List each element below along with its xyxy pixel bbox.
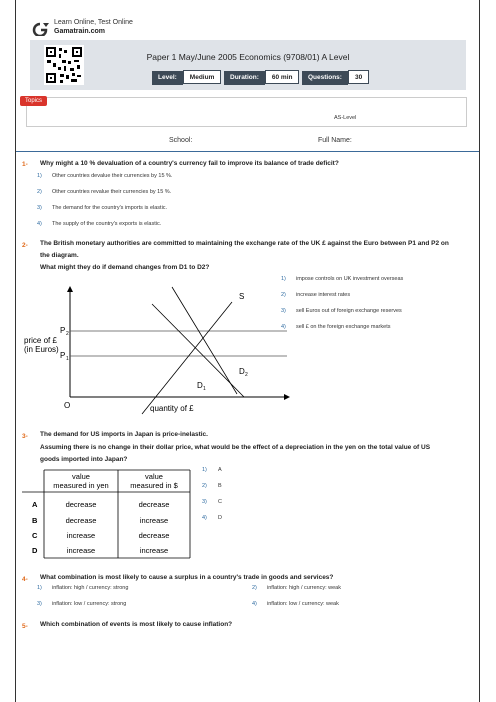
option-number[interactable]: 1) — [281, 276, 286, 282]
option-number[interactable]: 4) — [252, 601, 257, 607]
duration-label: Duration: — [224, 71, 265, 85]
question-number: 5- — [22, 623, 28, 630]
option-number[interactable]: 3) — [281, 308, 286, 314]
brand-tagline: Learn Online, Test Online — [54, 19, 133, 26]
p1-label: P — [60, 351, 66, 360]
options-table — [22, 468, 192, 560]
level-value: Medium — [183, 70, 222, 84]
option-text[interactable]: sell £ on the foreign exchange markets — [296, 324, 391, 330]
table-header: value — [72, 472, 90, 481]
questions-value: 30 — [348, 70, 369, 84]
demand-curve-d2 — [172, 287, 237, 394]
option-number[interactable]: 4) — [202, 515, 207, 521]
supply-label: S — [239, 292, 245, 301]
p2-label: P — [60, 326, 66, 335]
question-text-line1: The British monetary authorities are committed to maintaining the exchange rate of the UK £ against the Euro between P1 and P2 on — [40, 240, 449, 247]
topics-box — [26, 97, 467, 127]
y-axis-arrow-icon — [67, 286, 73, 292]
option-number[interactable]: 1) — [202, 467, 207, 473]
question-text-line2: Assuming there is no change in their dollar price, what would be the effect of a depreciation in the yen on the total value of US — [40, 444, 431, 451]
option-text[interactable]: increase interest rates — [296, 292, 351, 298]
question-text: Which combination of events is most likely to cause inflation? — [40, 621, 233, 628]
table-row-label: D — [32, 546, 38, 555]
table-cell: increase — [66, 531, 96, 540]
table-header: measured in yen — [53, 481, 109, 490]
exchange-rate-diagram — [22, 282, 292, 422]
x-axis-arrow-icon — [284, 394, 290, 400]
question-text-line2: the diagram. — [40, 252, 79, 259]
paper-title: Paper 1 May/June 2005 Economics (9708/01) A Level — [146, 52, 350, 62]
topics-tag[interactable]: Topics — [20, 96, 47, 106]
option-text[interactable]: impose controls on UK investment overseas — [296, 276, 404, 282]
question-text: What combination is most likely to cause a surplus in a country's trade in goods and services? — [40, 574, 334, 581]
table-header: measured in $ — [130, 481, 178, 490]
option-number[interactable]: 2) — [202, 483, 207, 489]
option-text[interactable]: The demand for the country's imports is elastic. — [52, 205, 168, 211]
level-label: Level: — [152, 71, 183, 85]
table-cell: decrease — [65, 500, 97, 509]
option-text[interactable]: sell Euros out of foreign exchange reserves — [296, 308, 402, 314]
d2-subscript: 2 — [245, 372, 248, 378]
option-text[interactable]: inflation: high / currency: strong — [52, 585, 129, 591]
qr-code-icon — [44, 45, 84, 85]
table-cell: decrease — [138, 500, 170, 509]
y-axis-label: price of £ — [24, 336, 57, 345]
option-number[interactable]: 2) — [252, 585, 257, 591]
question-number: 4- — [22, 576, 28, 583]
brand-site[interactable]: Gamatrain.com — [54, 28, 105, 35]
p2-subscript: 2 — [66, 331, 69, 337]
option-number[interactable]: 3) — [37, 601, 42, 607]
origin-label: O — [64, 401, 71, 410]
option-number[interactable]: 3) — [37, 205, 42, 211]
table-row-label: A — [32, 500, 38, 509]
question-number: 1- — [22, 161, 28, 168]
d1-subscript: 1 — [203, 386, 206, 392]
school-field-label: School: — [169, 137, 193, 144]
option-text[interactable]: inflation: low / currency: weak — [267, 601, 339, 607]
full-name-field-label: Full Name: — [318, 137, 352, 144]
header-divider — [16, 151, 479, 152]
table-cell: increase — [139, 546, 169, 555]
duration-pill — [224, 70, 299, 84]
question-text: Why might a 10 % devaluation of a country's currency fail to improve its balance of trade deficit? — [40, 160, 339, 167]
x-axis-label: quantity of £ — [150, 404, 194, 413]
level-pill — [152, 70, 221, 84]
question-number: 3- — [22, 433, 28, 440]
option-number[interactable]: 4) — [281, 324, 286, 330]
table-cell: increase — [139, 516, 169, 525]
topic-level: AS-Level — [334, 115, 357, 121]
questions-pill — [302, 70, 369, 84]
option-number[interactable]: 4) — [37, 221, 42, 227]
d1-label: D — [197, 381, 203, 390]
option-text[interactable]: The supply of the country's exports is elastic. — [52, 221, 162, 227]
table-cell: decrease — [138, 531, 170, 540]
question-text-line3: What might they do if demand changes from D1 to D2? — [40, 264, 210, 271]
table-row-label: C — [32, 531, 38, 540]
table-cell: increase — [66, 546, 96, 555]
d2-label: D — [239, 367, 245, 376]
question-text-line1: The demand for US imports in Japan is price-inelastic. — [40, 431, 208, 438]
table-row-label: B — [32, 516, 38, 525]
option-text[interactable]: B — [218, 483, 222, 489]
y-axis-label-unit: (in Euros) — [24, 345, 59, 354]
gamatrain-logo-icon — [30, 22, 50, 36]
option-text[interactable]: D — [218, 515, 222, 521]
option-text[interactable]: inflation: high / currency: weak — [267, 585, 341, 591]
option-text[interactable]: Other countries revalue their currencies by 15 %. — [52, 189, 172, 195]
option-number[interactable]: 2) — [37, 189, 42, 195]
table-cell: decrease — [65, 516, 97, 525]
question-number: 2- — [22, 242, 28, 249]
option-number[interactable]: 2) — [281, 292, 286, 298]
p1-subscript: 1 — [66, 356, 69, 362]
option-text[interactable]: inflation: low / currency: strong — [52, 601, 127, 607]
option-text[interactable]: Other countries devalue their currencies by 15 %. — [52, 173, 173, 179]
option-text[interactable]: A — [218, 467, 222, 473]
duration-value: 60 min — [265, 70, 300, 84]
option-number[interactable]: 1) — [37, 585, 42, 591]
table-header: value — [145, 472, 163, 481]
questions-label: Questions: — [302, 71, 348, 85]
option-text[interactable]: C — [218, 499, 222, 505]
option-number[interactable]: 1) — [37, 173, 42, 179]
question-text-line3: goods imported into Japan? — [40, 456, 128, 463]
option-number[interactable]: 3) — [202, 499, 207, 505]
